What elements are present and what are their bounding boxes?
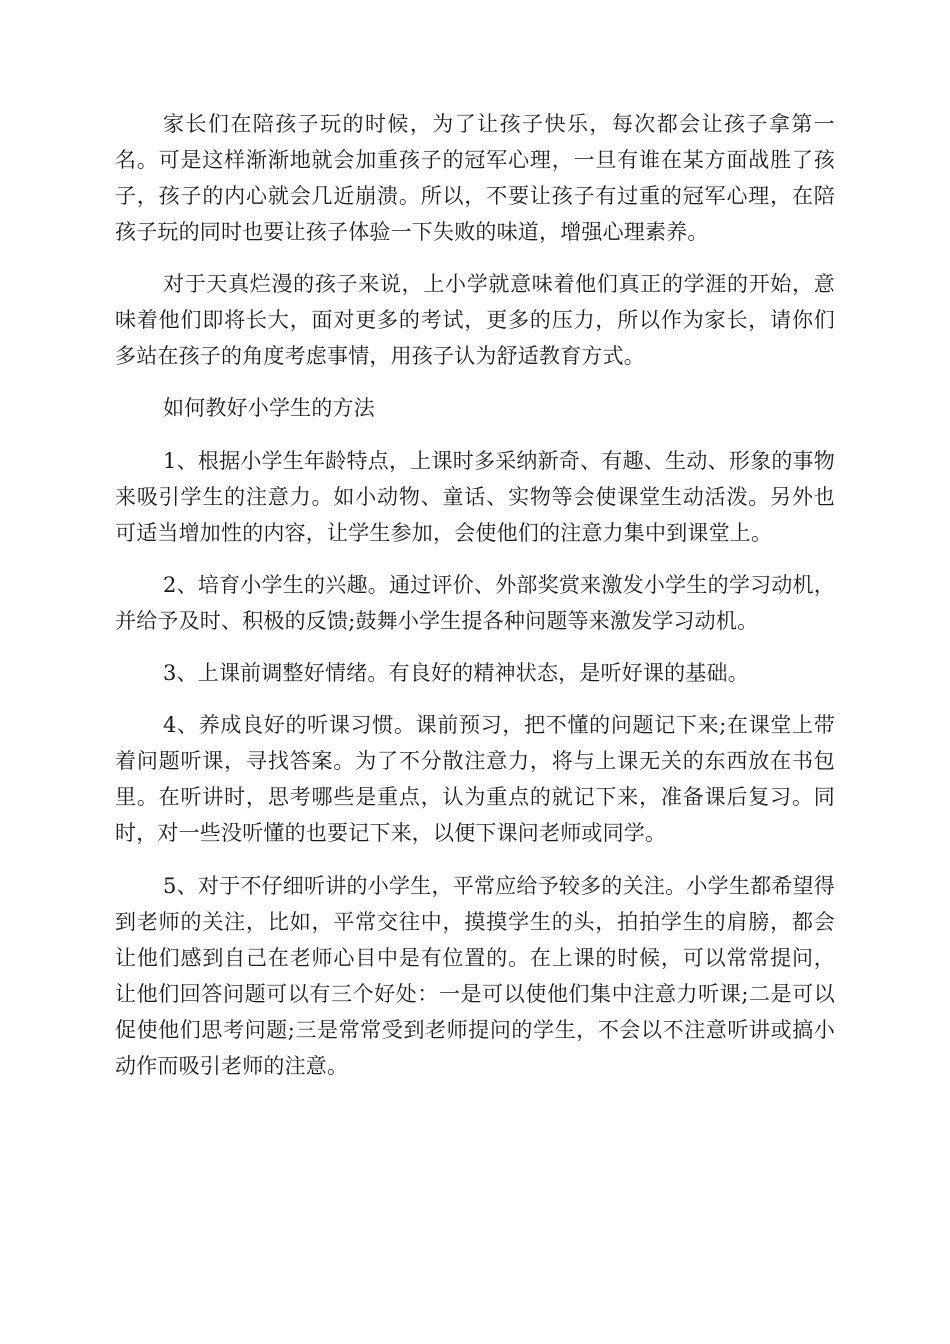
method-item-5: 5、对于不仔细听讲的小学生，平常应给予较多的关注。小学生都希望得到老师的关注，比如，平常交往中，摸摸学生的头，拍拍学生的肩膀，都会让他们感到自己在老师心目中是有位置的。在上课的时候，可以常常提问，让他们回答问题可以有三个好处：一是可以使他们集中注意力听课;二是可以促使他们思考问题;三是常常受到老师提问的学生，不会以不注意听讲或搞小动作而吸引老师的注意。 bbox=[115, 874, 835, 1078]
paragraph-child-champion-mindset: 家长们在陪孩子玩的时候，为了让孩子快乐，每次都会让孩子拿第一名。可是这样渐渐地就会加重孩子的冠军心理，一旦有谁在某方面战胜了孩子，孩子的内心就会几近崩溃。所以，不要让孩子有过重的冠军心理，在陪孩子玩的同时也要让孩子体验一下失败的味道，增强心理素养。 bbox=[115, 112, 835, 244]
paragraph-school-start: 对于天真烂漫的孩子来说，上小学就意味着他们真正的学涯的开始，意味着他们即将长大，面对更多的考试，更多的压力，所以作为家长，请你们多站在孩子的角度考虑事情，用孩子认为舒适教育方式。 bbox=[115, 272, 835, 368]
document-page bbox=[115, 106, 835, 1084]
method-item-4: 4、养成良好的听课习惯。课前预习，把不懂的问题记下来;在课堂上带着问题听课，寻找答案。为了不分散注意力，将与上课无关的东西放在书包里。在听讲时，思考哪些是重点，认为重点的就记下来，准备课后复习。同时，对一些没听懂的也要记下来，以便下课问老师或同学。 bbox=[115, 713, 835, 845]
method-item-1: 1、根据小学生年龄特点，上课时多采纳新奇、有趣、生动、形象的事物来吸引学生的注意力。如小动物、童话、实物等会使课堂生动活泼。另外也可适当增加性的内容，让学生参加，会使他们的注意力集中到课堂上。 bbox=[115, 449, 835, 545]
method-item-2: 2、培育小学生的兴趣。通过评价、外部奖赏来激发小学生的学习动机，并给予及时、积极的反馈;鼓舞小学生提各种问题等来激发学习动机。 bbox=[115, 573, 835, 633]
method-item-3: 3、上课前调整好情绪。有良好的精神状态，是听好课的基础。 bbox=[163, 661, 749, 685]
section-heading: 如何教好小学生的方法 bbox=[163, 396, 375, 420]
